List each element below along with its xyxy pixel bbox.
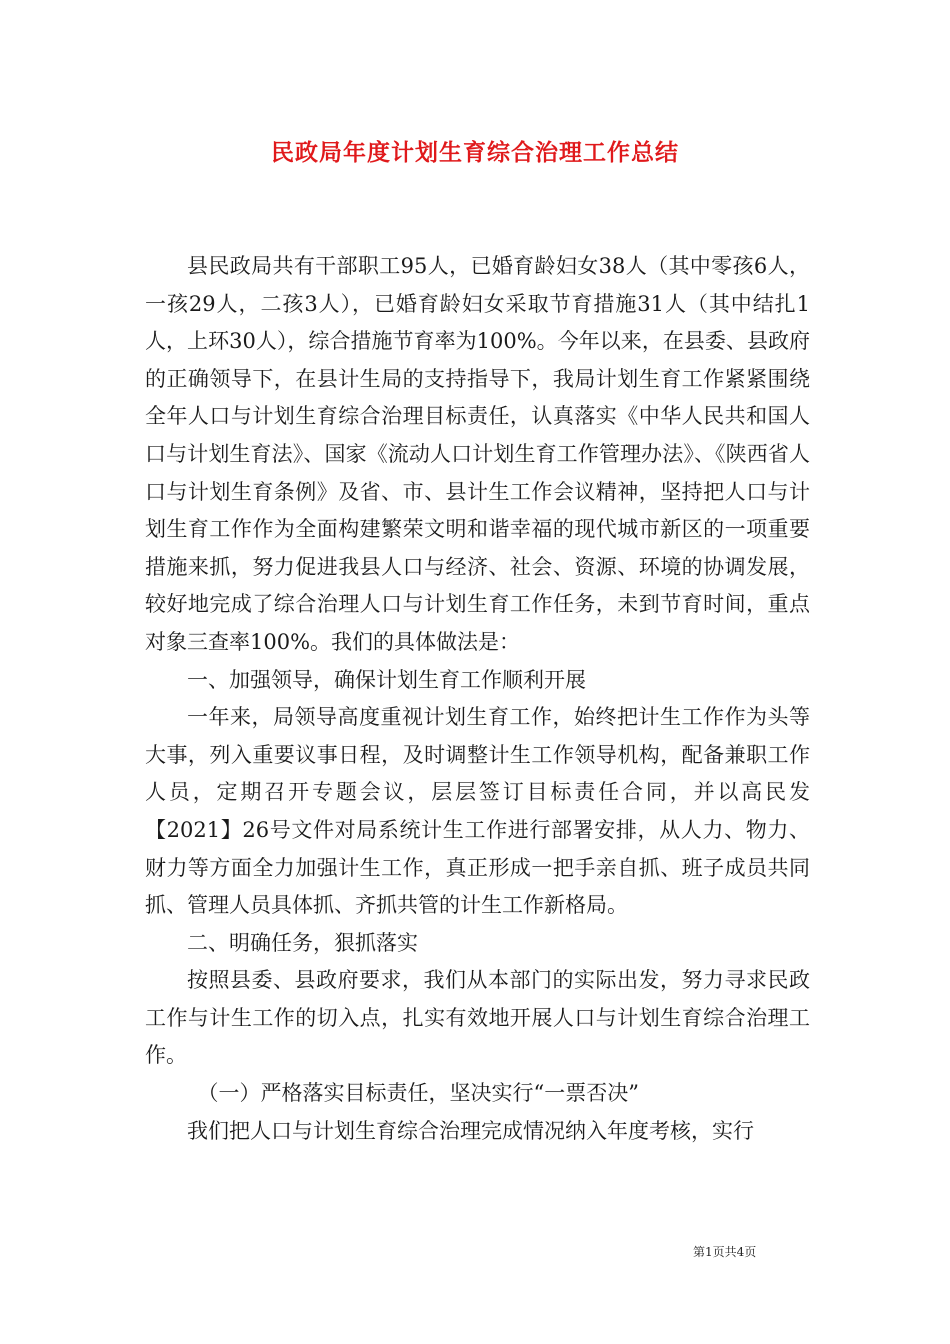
subsection-1-paragraph: 我们把人口与计划生育综合治理完成情况纳入年度考核，实行	[187, 1118, 754, 1143]
section-heading-1: 一、加强领导，确保计划生育工作顺利开展	[187, 667, 586, 692]
document-title: 民政局年度计划生育综合治理工作总结	[271, 139, 679, 166]
document-body	[145, 248, 810, 1150]
subsection-heading-1: （一）严格落实目标责任，坚决实行“一票否决”	[197, 1081, 639, 1106]
page-number: 第1页共4页	[693, 1245, 757, 1259]
section-2-paragraph: 按照县委、县政府要求，我们从本部门的实际出发，努力寻求民政工作与计生工作的切入点，扎实有效地开展人口与计划生育综合治理工作。	[145, 968, 810, 1068]
intro-paragraph: 县民政局共有干部职工95人，已婚育龄妇女38人（其中零孩6人，一孩29人，二孩3人），已婚育龄妇女采取节育措施31人（其中结扎1人，上环30人），综合措施节育率为100%。今年以来，在县委、县政府的正确领导下，在县计生局的支持指导下，我局计划生育工作紧紧围绕全年人口与计划生育综合治理目标责任，认真落实《中华人民共和国人口与计划生育法》、国家《流动人口计划生育工作管理办法》、《陕西省人口与计划生育条例》及省、市、县计生工作会议精神，坚持把人口与计划生育工作作为全面构建繁荣文明和谐幸福的现代城市新区的一项重要措施来抓，努力促进我县人口与经济、社会、资源、环境的协调发展，较好地完成了综合治理人口与计划生育工作任务，未到节育时间，重点对象三查率100%。我们的具体做法是：	[145, 254, 810, 654]
section-1-paragraph: 一年来，局领导高度重视计划生育工作，始终把计生工作作为头等大事，列入重要议事日程，及时调整计生工作领导机构，配备兼职工作人员，定期召开专题会议，层层签订目标责任合同，并以高民发【2021】26号文件对局系统计生工作进行部署安排，从人力、物力、财力等方面全力加强计生工作，真正形成一把手亲自抓、班子成员共同抓、管理人员具体抓、齐抓共管的计生工作新格局。	[145, 705, 810, 918]
section-heading-2: 二、明确任务，狠抓落实	[187, 930, 418, 955]
